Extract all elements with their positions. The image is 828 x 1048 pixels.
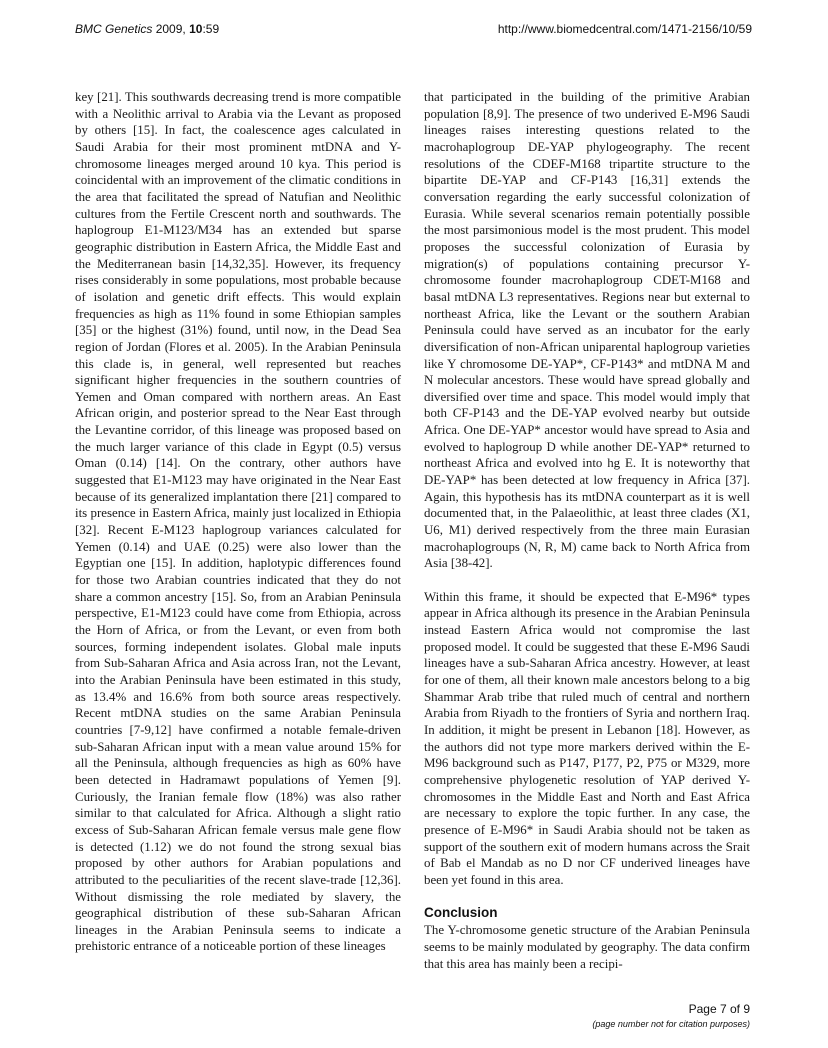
journal-year: 2009, <box>155 22 186 36</box>
body-paragraph: Within this frame, it should be expected that E-M96* types appear in Africa although its presence in the Arabian Peninsula instead Eastern Africa would not compromise the last proposed model. It could be suggested that these E-M96 Saudi lineages have a sub-Saharan Africa ancestry. However, at least for one of them, all their known male ancestors belong to a big Shammar Arab tribe that ruled much of central and northern Arabia from Riyadh to the frontiers of Syria and northern Iraq. In addition, it might be present in Lebanon [18]. However, as the authors did not type more markers derived within the E-M96 background such as P147, P177, P2, P75 or M329, more comprehensive phylogenetic resolution of YAP derived Y-chromosomes in the Middle East and North and East Africa are necessary to explore the topic further. In any case, the presence of E-M96* in Saudi Arabia should not be taken as support of the southern exit of modern humans across the Srait of Bab el Mandab as no D nor CF underived lineages have been yet found in this area. <box>424 589 750 887</box>
body-paragraph: that participated in the building of the primitive Arabian population [8,9]. The presence of two underived E-M96 Saudi lineages raises interesting questions related to the macrohaplogroup DE-YAP phylogeography. The recent resolutions of the CDEF-M168 tripartite structure to the bipartite DE-YAP and CF-P143 [16,31] extends the conversation regarding the early successful colonization of Eurasia. While several scenarios remain potentially possible the most parsimonious model is the most prudent. This model proposes the successful colonization of Eurasia by migration(s) of populations containing precursor Y-chromosome founder macrohaplogroup CDET-M168 and basal mtDNA L3 representatives. Regions near but external to northeast Africa, like the Levant or the southern Arabian Peninsula could have served as an incubator for the early diversification of non-African uniparental haplogroup varieties like Y chromosome DE-YAP*, CF-P143* and mtDNA M and N molecular ancestors. These would have spread globally and diversified over time and space. This model would imply that both CF-P143 and the DE-YAP evolved nearby but outside Africa. One DE-YAP* ancestor would have spread to Asia and evolved to haplogroup D while another DE-YAP* returned to northeast Africa and evolved into hg E. It is noteworthy that DE-YAP* has been detected at low frequency in Africa [37]. Again, this hypothesis has its mtDNA counterpart as it is well documented that, in the Palaeolithic, at least three clades (X1, U6, M1) derived respectively from the three main Eurasian macrohaplogroups (N, R, M) came back to North Africa from Asia [38-42]. <box>424 90 750 571</box>
body-paragraph: key [21]. This southwards decreasing trend is more compatible with a Neolithic arrival to Arabia via the Levant as proposed by others [15]. In fact, the coalescence ages calculated in Saudi Arabia for their most prominent mtDNA and Y-chromosome lineages merged around 10 kya. This period is coincidental with an improvement of the climatic conditions in the area that facilitated the spread of Natufian and Neolithic cultures from the Fertile Crescent north and southwards. The haplogroup E1-M123/M34 has an extended but sparse geographic distribution in Eastern Africa, the Middle East and the Mediterranean basin [14,32,35]. However, its frequency rises considerably in some populations, most probable because of isolation and genetic drift effects. This would explain frequencies as high as 11% found in some Ethiopian samples [35] or the highest (31%) found, until now, in the Dead Sea region of Jordan (Flores et al. 2005). In the Arabian Peninsula this clade is, in general, well represented but reaches significant higher frequencies in the southern countries of Yemen and Oman compared with northern areas. An East African origin, and posterior spread to the Near East through the Levantine corridor, of this lineage was proposed based on the much larger variance of this clade in Egypt (0.5) versus Oman (0.14) [14]. On the contrary, other authors have suggested that E1-M123 may have originated in the Near East because of its generalized implantation there [21] compared to its presence in Eastern Africa, mainly just localized in Ethiopia [32]. Recent E-M123 haplogroup variances calculated for Yemen (0.14) and UAE (0.25) were also lower than the Egyptian one [15]. In addition, haplotypic differences found for those two Arabian countries indicated that they do not share a common ancestry [15]. So, from an Arabian Peninsula perspective, E1-M123 could have come from Ethiopia, across the Horn of Africa, or from the Levant, or even from both sources, forming independent isolates. Global male inputs from Sub-Saharan Africa and Asia across Iran, not the Levant, into the Arabian Peninsula have been estimated in this study, as 13.4% and 16.6% from both source areas respectively. Recent mtDNA studies on the same Arabian Peninsula countries [7-9,12] have confirmed a notable female-driven sub-Saharan African input with a mean value around 15% for all the Peninsula, although frequencies as high as 60% have been detected in Hadramawt populations of Yemen [9]. Curiously, the Iranian female flow (18%) was also rather similar to that calculated for Africa. Although a slight ratio excess of Sub-Saharan African female versus male gene flow is detected (1.12) we do not found the strong sexual bias proposed by other authors for Arabian populations and attributed to the peculiarities of the recent slave-trade [12,36]. Without dismissing the role mediated by slavery, the geographical distribution of these sub-Saharan African lineages in the Arabian Peninsula seems to indicate a prehistoric entrance of a noticeable portion of these lineages <box>75 90 401 954</box>
page-number: Page 7 of 9 <box>688 1002 750 1016</box>
running-header-citation <box>75 22 219 36</box>
article-url: http://www.biomedcentral.com/1471-2156/10/59 <box>497 22 752 36</box>
conclusion-paragraph: The Y-chromosome genetic structure of the Arabian Peninsula seems to be mainly modulated by geography. The data confirm that this area has mainly been a recipi- <box>424 923 750 971</box>
right-column <box>424 89 750 972</box>
journal-name: BMC Genetics <box>75 22 153 36</box>
section-heading-conclusion: Conclusion <box>424 905 498 921</box>
article-number: :59 <box>202 22 220 36</box>
page-number-note: (page number not for citation purposes) <box>592 1019 750 1029</box>
left-column <box>75 89 401 955</box>
journal-volume: 10 <box>189 22 203 36</box>
